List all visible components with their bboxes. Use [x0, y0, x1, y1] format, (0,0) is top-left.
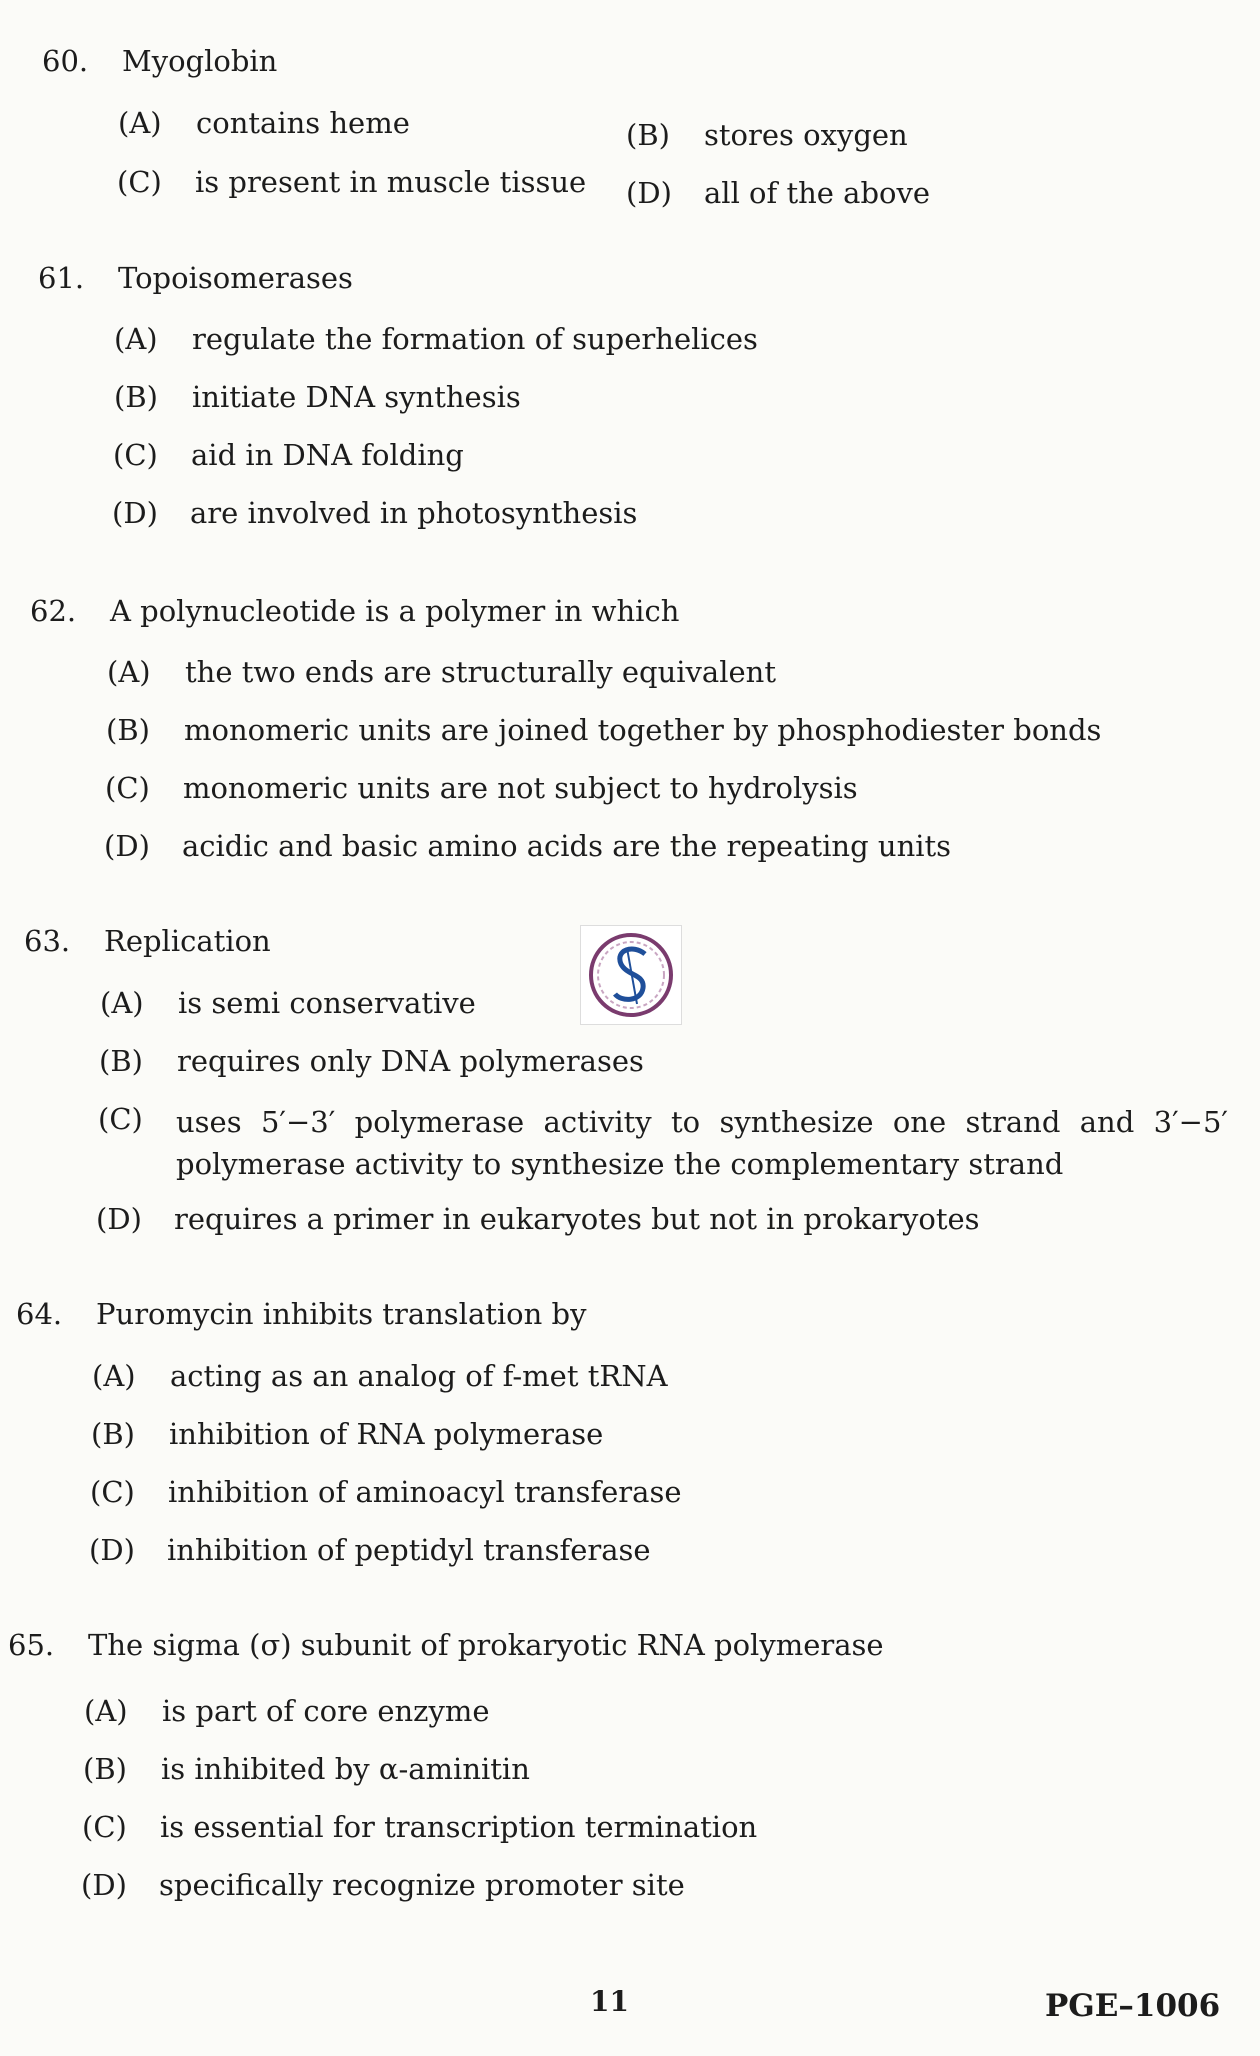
option-text: uses 5′−3′ polymerase activity to synthesize one strand and 3′−5′: [176, 1105, 1228, 1139]
option-label: (B): [91, 1417, 135, 1451]
option-label: (B): [626, 118, 670, 152]
option-text: stores oxygen: [704, 118, 908, 152]
option-text: the two ends are structurally equivalent: [185, 655, 776, 689]
question-text: Puromycin inhibits translation by: [96, 1297, 587, 1331]
watermark-logo: [580, 925, 682, 1025]
option-text: requires a primer in eukaryotes but not in prokaryotes: [174, 1202, 980, 1236]
option-label: (B): [99, 1044, 143, 1078]
question-number: 64.: [16, 1297, 63, 1331]
option-text: all of the above: [704, 176, 931, 210]
question-text: Myoglobin: [122, 44, 278, 78]
option-label: (C): [113, 438, 158, 472]
option-text: is inhibited by α-aminitin: [161, 1752, 530, 1786]
option-label: (C): [90, 1475, 135, 1509]
option-label: (A): [107, 655, 151, 689]
option-text: initiate DNA synthesis: [192, 380, 521, 414]
option-label: (D): [626, 176, 672, 210]
option-text: specifically recognize promoter site: [159, 1868, 685, 1902]
logo-icon: [581, 926, 681, 1024]
option-label: (D): [81, 1868, 127, 1902]
question-text: Topoisomerases: [118, 261, 353, 295]
option-label: (D): [104, 829, 150, 863]
option-text: is part of core enzyme: [162, 1694, 490, 1728]
option-text: is present in muscle tissue: [195, 165, 587, 199]
option-label: (C): [82, 1810, 127, 1844]
question-number: 65.: [8, 1628, 55, 1662]
option-text: monomeric units are not subject to hydrolysis: [183, 771, 858, 805]
option-label: (A): [84, 1694, 128, 1728]
question-text: A polynucleotide is a polymer in which: [110, 594, 680, 628]
question-number: 61.: [38, 261, 85, 295]
option-text: is essential for transcription termination: [160, 1810, 758, 1844]
option-label: (D): [89, 1533, 135, 1567]
option-text: regulate the formation of superhelices: [192, 322, 758, 356]
option-label: (A): [92, 1359, 136, 1393]
option-text: aid in DNA folding: [191, 438, 464, 472]
option-label: (A): [114, 322, 158, 356]
option-text: monomeric units are joined together by phosphodiester bonds: [184, 713, 1102, 747]
option-label: (A): [118, 106, 162, 140]
question-text: The sigma (σ) subunit of prokaryotic RNA polymerase: [88, 1628, 884, 1662]
option-label: (C): [105, 771, 150, 805]
question-number: 60.: [42, 44, 89, 78]
question-number: 63.: [24, 924, 71, 958]
option-text: acidic and basic amino acids are the repeating units: [182, 829, 952, 863]
option-text: contains heme: [196, 106, 410, 140]
option-text: is semi conservative: [178, 986, 476, 1020]
option-label: (C): [117, 165, 162, 199]
option-label: (B): [106, 713, 150, 747]
option-label: (C): [98, 1102, 143, 1136]
option-text: acting as an analog of f-met tRNA: [170, 1359, 668, 1393]
option-label: (B): [114, 380, 158, 414]
option-text-continued: polymerase activity to synthesize the complementary strand: [176, 1147, 1064, 1181]
option-label: (D): [112, 496, 158, 530]
paper-code: PGE–1006: [1045, 1988, 1221, 2024]
question-number: 62.: [30, 594, 77, 628]
question-text: Replication: [104, 924, 271, 958]
option-text: inhibition of aminoacyl transferase: [168, 1475, 682, 1509]
option-label: (B): [83, 1752, 127, 1786]
option-text: requires only DNA polymerases: [177, 1044, 644, 1078]
page-number: 11: [590, 1985, 629, 2018]
option-text: inhibition of peptidyl transferase: [167, 1533, 651, 1567]
option-label: (A): [100, 986, 144, 1020]
option-text: are involved in photosynthesis: [190, 496, 638, 530]
option-text: inhibition of RNA polymerase: [169, 1417, 604, 1451]
option-label: (D): [96, 1202, 142, 1236]
